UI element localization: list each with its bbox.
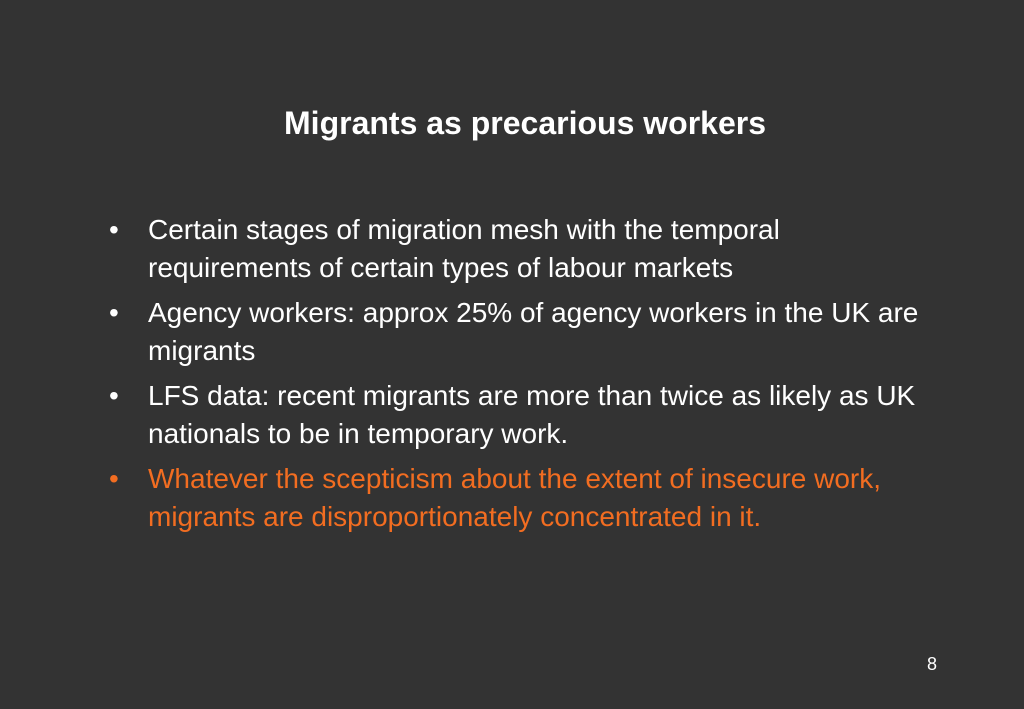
- bullet-dot-icon: •: [109, 380, 119, 411]
- bullet-item-highlighted: [109, 460, 939, 536]
- page-number: 8: [926, 654, 937, 674]
- bullet-text: Agency workers: approx 25% of agency workers in the UK are migrants: [148, 297, 919, 366]
- bullet-list: [109, 211, 939, 543]
- bullet-dot-icon: •: [109, 297, 119, 328]
- bullet-item: [109, 377, 939, 453]
- bullet-text: Whatever the scepticism about the extent of insecure work, migrants are disproportionately concentrated in it.: [148, 463, 882, 532]
- bullet-item: [109, 294, 939, 370]
- bullet-dot-icon: •: [109, 214, 119, 245]
- bullet-item: [109, 211, 939, 287]
- bullet-text: LFS data: recent migrants are more than twice as likely as UK nationals to be in temporary work.: [148, 380, 916, 449]
- bullet-dot-icon: •: [109, 463, 119, 494]
- bullet-text: Certain stages of migration mesh with the temporal requirements of certain types of labour markets: [148, 214, 780, 283]
- slide-title: Migrants as precarious workers: [284, 105, 766, 141]
